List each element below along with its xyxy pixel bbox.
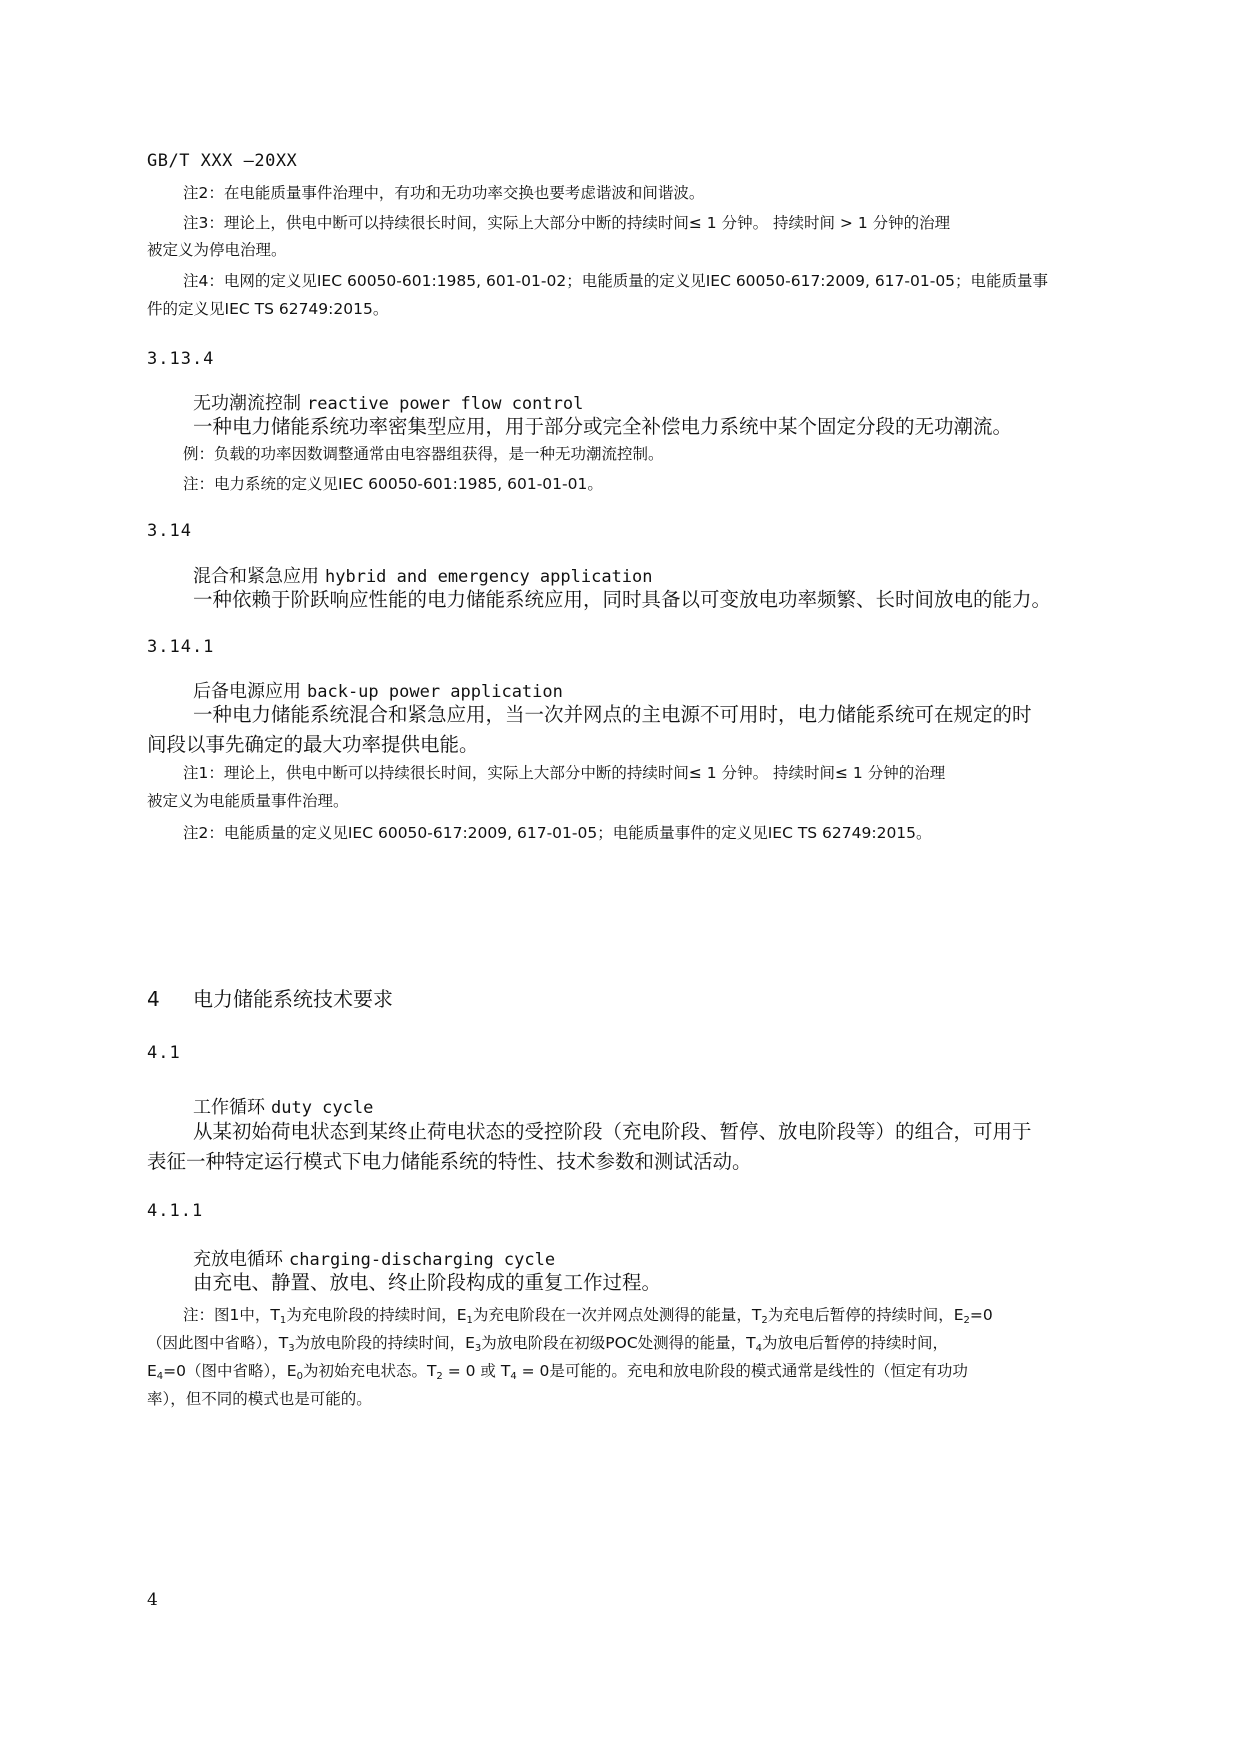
definition-3-14-1-line-1: 一种电力储能系统混合和紧急应用，当一次并网点的主电源不可用时，电力储能系统可在规定的时	[193, 703, 1032, 726]
section-number-3-14-1: 3.14.1	[147, 637, 215, 657]
term-cn: 无功潮流控制	[193, 393, 301, 414]
definition-4-1-1: 由充电、静置、放电、终止阶段构成的重复工作过程。	[193, 1271, 662, 1294]
note-3-13-4: 注：电力系统的定义见IEC 60050-601:1985, 601-01-01。	[183, 475, 603, 493]
note-4-line-1: 注4：电网的定义见IEC 60050-601:1985, 601-01-02；电能质量的定义见IEC 60050-617:2009, 617-01-05；电能质量事	[183, 272, 1049, 290]
definition-3-13-4: 一种电力储能系统功率密集型应用，用于部分或完全补偿电力系统中某个固定分段的无功潮流。	[193, 415, 1013, 438]
section-number-3-14: 3.14	[147, 521, 192, 541]
term-hybrid-emergency	[193, 562, 653, 588]
note-1-3-14-1-line-2: 被定义为电能质量事件治理。	[147, 792, 349, 810]
note-4-1-1-line-1: 注：图1中，$T_1$为充电阶段的持续时间，$E_1$为充电阶段在一次并网点处测得的能量，$T_2$为充电后暂停的持续时间，$E_2=0$	[183, 1306, 993, 1326]
section-number-3-13-4: 3.13.4	[147, 349, 215, 369]
note-2-3-14-1: 注2：电能质量的定义见IEC 60050-617:2009, 617-01-05；电能质量事件的定义见IEC TS 62749:2015。	[183, 824, 932, 842]
note-4-1-1-line-3: $E_4=0$（图中省略），$E_0$为初始充电状态。$T_2 = 0$ 或 $T_4 = 0$是可能的。充电和放电阶段的模式通常是线性的（恒定有功功	[147, 1362, 968, 1382]
term-duty-cycle	[193, 1093, 373, 1119]
chapter-title: 电力储能系统技术要求	[193, 987, 393, 1011]
term-back-up-power	[193, 677, 563, 703]
chapter-4-heading	[147, 983, 393, 1012]
note-4-1-1-line-4: 率），但不同的模式也是可能的。	[147, 1390, 372, 1408]
chapter-number: 4	[147, 987, 160, 1011]
definition-3-14-1-line-2: 间段以事先确定的最大功率提供电能。	[147, 733, 479, 756]
standard-header: GB/T XXX —20XX	[147, 151, 298, 171]
term-en: charging-discharging cycle	[289, 1250, 556, 1270]
note-4-line-2: 件的定义见IEC TS 62749:2015。	[147, 300, 389, 318]
term-en: back-up power application	[307, 682, 563, 702]
example-3-13-4: 例：负载的功率因数调整通常由电容器组获得，是一种无功潮流控制。	[183, 445, 664, 463]
definition-4-1-line-1: 从某初始荷电状态到某终止荷电状态的受控阶段（充电阶段、暂停、放电阶段等）的组合，可用于	[193, 1120, 1032, 1143]
section-number-4-1: 4.1	[147, 1043, 181, 1063]
term-charging-discharging-cycle	[193, 1245, 555, 1271]
term-cn: 后备电源应用	[193, 681, 301, 702]
term-en: duty cycle	[271, 1098, 374, 1118]
term-cn: 充放电循环	[193, 1249, 283, 1270]
term-en: reactive power flow control	[307, 394, 584, 414]
note-1-3-14-1-line-1: 注1：理论上，供电中断可以持续很长时间，实际上大部分中断的持续时间≤ 1 分钟。 持续时间≤ 1 分钟的治理	[183, 764, 946, 782]
page-number: 4	[147, 1590, 158, 1610]
term-reactive-power-flow-control	[193, 389, 583, 415]
note-3-line-1: 注3：理论上，供电中断可以持续很长时间，实际上大部分中断的持续时间≤ 1 分钟。 持续时间 > 1 分钟的治理	[183, 214, 951, 232]
definition-4-1-line-2: 表征一种特定运行模式下电力储能系统的特性、技术参数和测试活动。	[147, 1150, 752, 1173]
note-2-harmonics: 注2：在电能质量事件治理中，有功和无功功率交换也要考虑谐波和间谐波。	[183, 184, 705, 202]
term-cn: 工作循环	[193, 1097, 265, 1118]
note-3-line-2: 被定义为停电治理。	[147, 241, 287, 259]
term-en: hybrid and emergency application	[325, 567, 653, 587]
term-cn: 混合和紧急应用	[193, 566, 319, 587]
definition-3-14: 一种依赖于阶跃响应性能的电力储能系统应用，同时具备以可变放电功率频繁、长时间放电的能力。	[193, 588, 1052, 611]
section-number-4-1-1: 4.1.1	[147, 1201, 204, 1221]
note-4-1-1-line-2: （因此图中省略），$T_3$为放电阶段的持续时间，$E_3$为放电阶段在初级POC处测得的能量，$T_4$为放电后暂停的持续时间，	[147, 1334, 948, 1354]
